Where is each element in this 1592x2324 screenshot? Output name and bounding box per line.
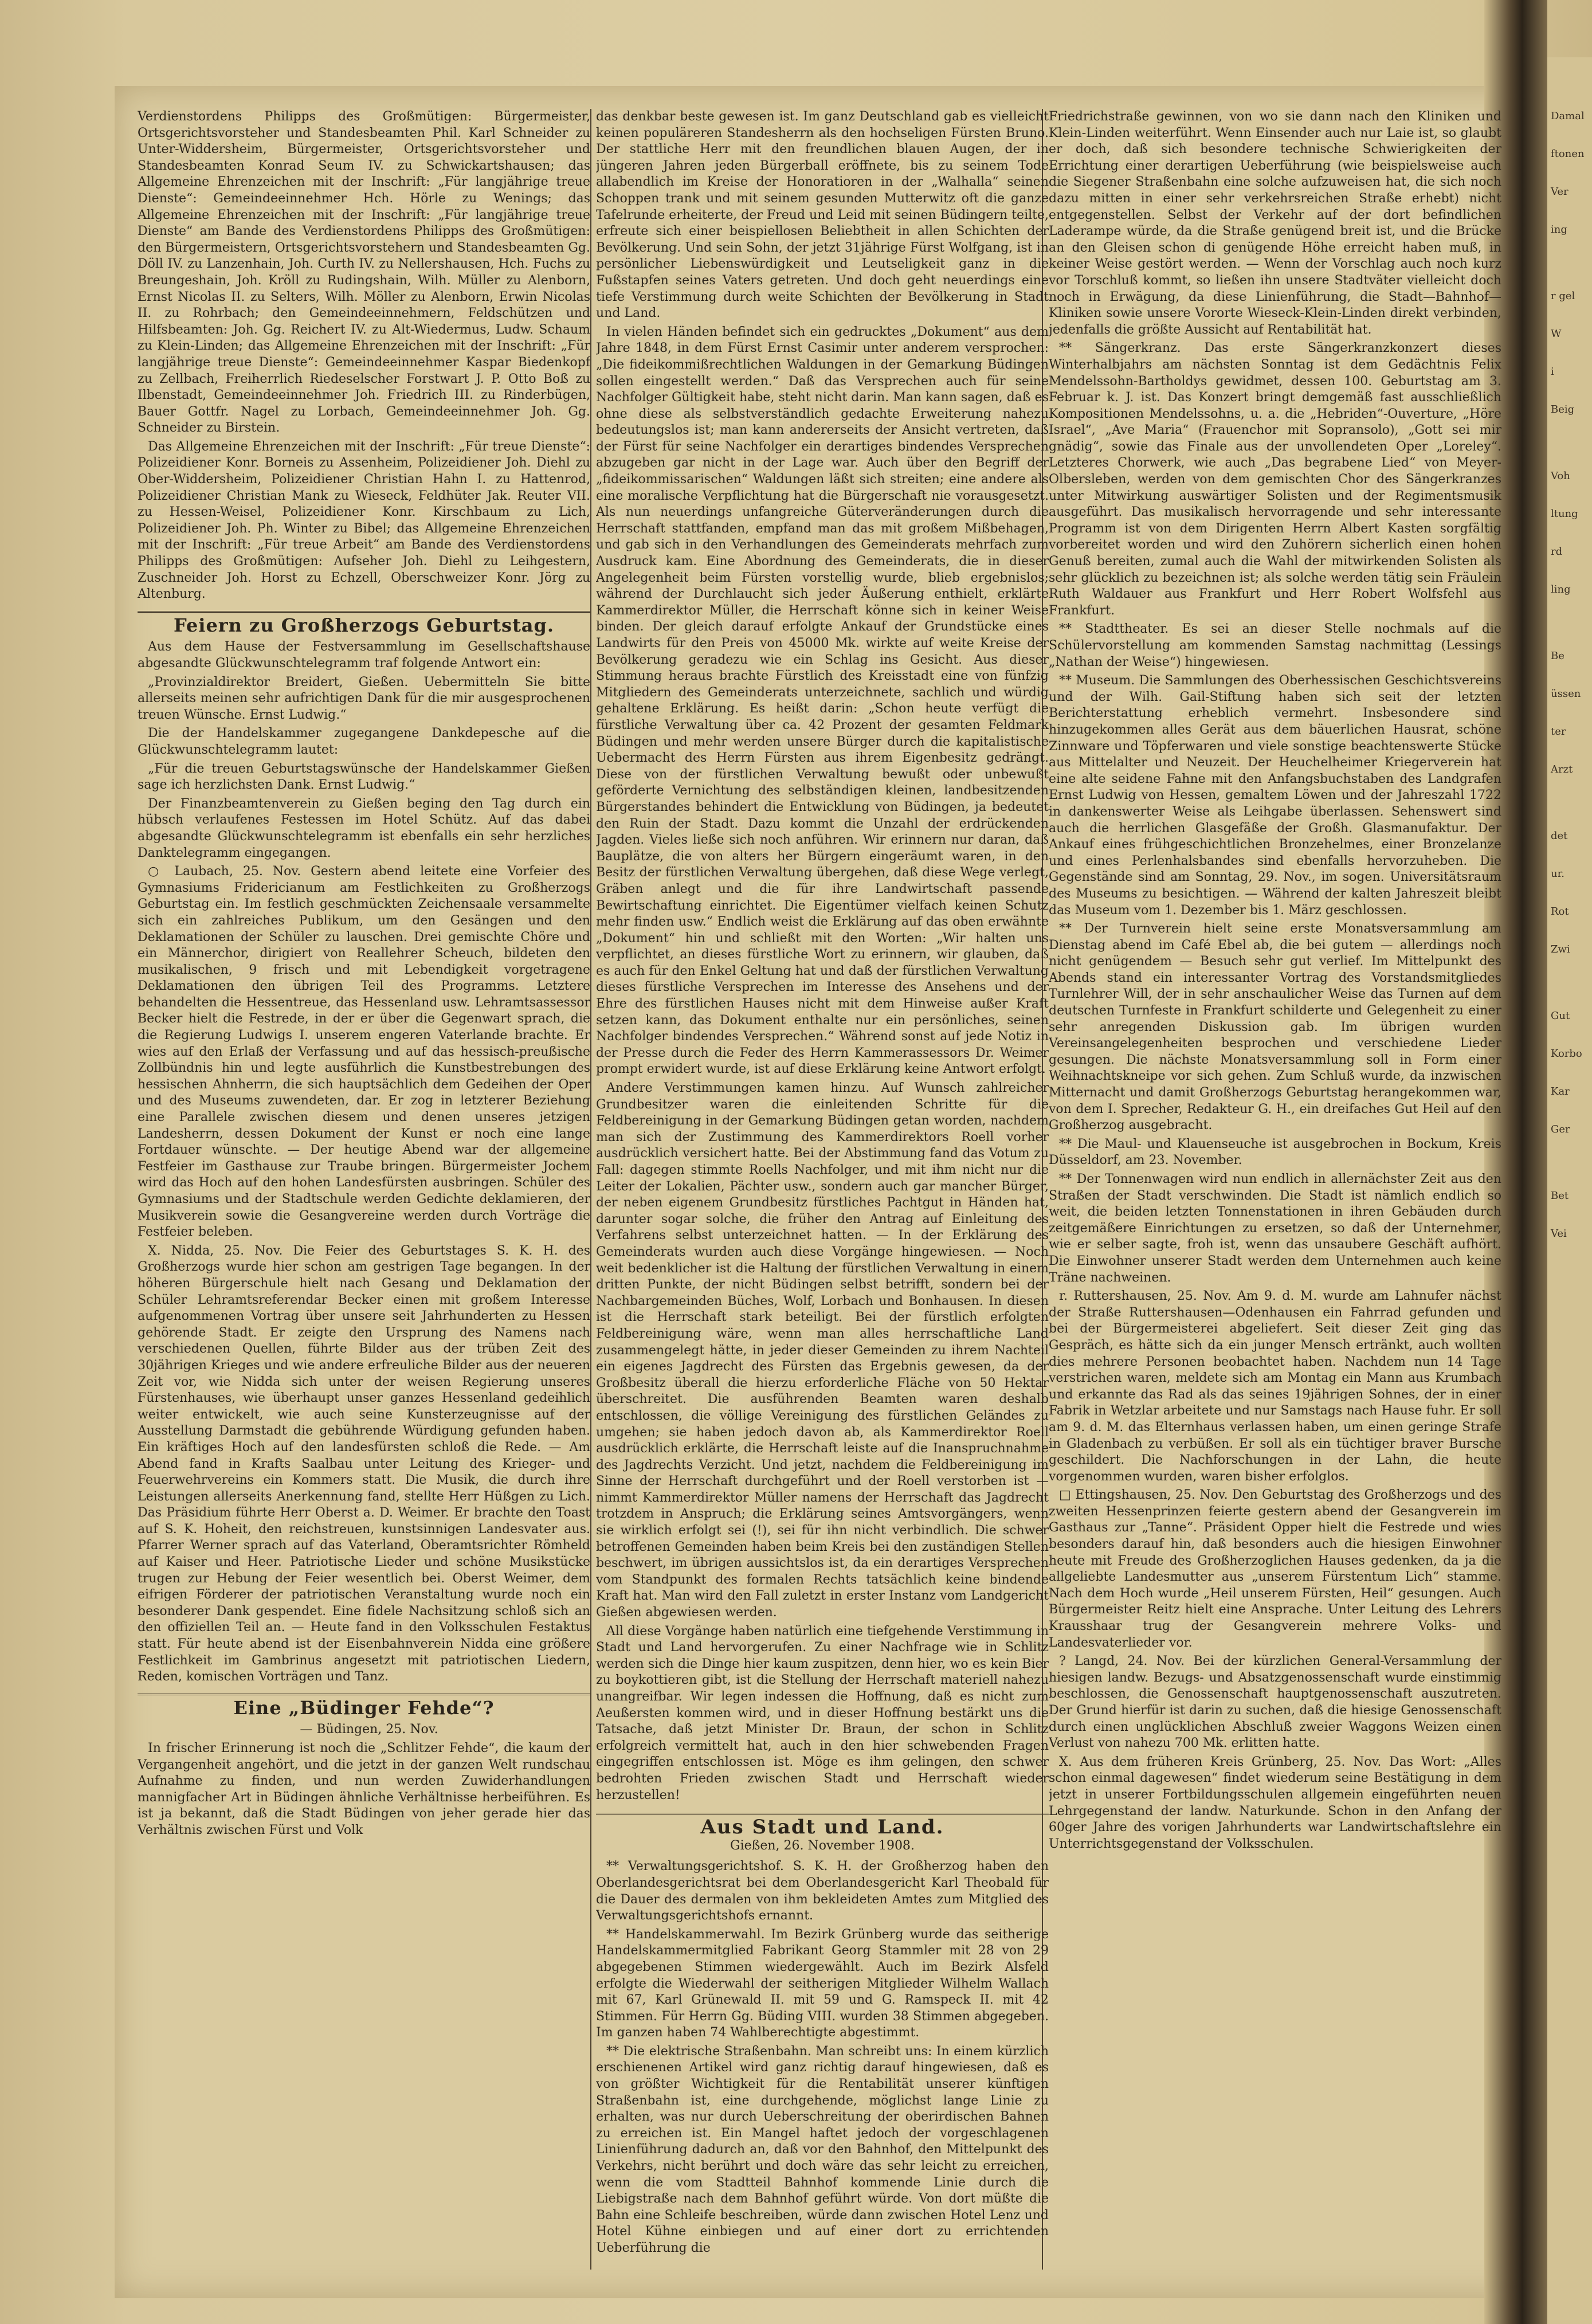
news-item: ** Handelskammerwahl. Im Bezirk Grünberg wurde das seitherige Handelskammermitglied Fabrikant Georg Stammler mit 28 von 29 abgegebenen Stimmen wiedergewählt. Auch im Bezirk Alsfeld erfolgte die Wiederwahl der seitherigen Mitglieder Wilhelm Wallach mit 67, Karl Grünewald II. mit 59 und G. Ramspeck II. mit 42 Stimmen. Für Herrn Gg. Büding VIII. wurden 38 Stimmen abgegeben. Im ganzen haben 74 Wahlberechtigte abgestimmt. xyxy=(596,1927,1049,2040)
adjacent-page-fragment: Ver xyxy=(1551,186,1569,198)
section-dateline: Gießen, 26. November 1908. xyxy=(730,1838,915,1853)
adjacent-page-fragment: ur. xyxy=(1551,868,1564,880)
adjacent-page-fragment: ter xyxy=(1551,726,1566,738)
news-item: ** Der Tonnenwagen wird nun endlich in allernächster Zeit aus den Straßen der Stadt verschwinden. Die Stadt ist nämlich endlich so weit, die beiden letzten Tonnenstationen in ihren Gebäuden durch zeitgemäßere Einrichtungen zu ersetzen, so daß der Unternehmer, wie er selber sagte, froh ist, wenn das unsaubere Geschäft aufhört. Die Einwohner unserer Stadt werden dem Unternehmen auch keine Träne nachweinen. xyxy=(1049,1172,1501,1285)
article-paragraph: Der Finanzbeamtenverein zu Gießen beging den Tag durch ein hübsch verlaufenes Festessen im Hotel Schütz. Auf das dabei abgesandte Glückwunschtelegramm ist ebenfalls ein sehr herzliches Danktelegramm eingegangen. xyxy=(138,796,590,860)
adjacent-page-fragment: ltung xyxy=(1551,508,1578,520)
honors-paragraph: Verdienstordens Philipps des Großmütigen: Bürgermeister, Ortsgerichtsvorsteher und Standesbeamten Phil. Karl Schneider zu Unter-Widdersheim, Bürgermeister, Ortsgerichtsvorsteher und Standesbeamten Konrad Seum IV. zu Schwickartshausen; das Allgemeine Ehrenzeichen mit der Inschrift: „Für langjährige treue Dienste“: Gemeindeeinnehmer Hch. Hörle zu Wenings; das Allgemeine Ehrenzeichen mit der Inschrift: „Für langjährige treue Dienste“ am Bande des Verdienstordens Philipps des Großmütigen: den Bürgermeistern, Ortsgerichtsvorstehern und Standesbeamten Gg. Döll IV. zu Lanzenhain, Joh. Curth IV. zu Nellershausen, Hch. Fuchs zu Breungeshain, Joh. Kröll zu Rudingshain, Wilh. Müller zu Alenborn, Ernst Nicolas II. zu Selters, Wilh. Möller zu Alenborn, Erwin Nicolas II. zu Rohrbach; den Gemeindeeinnehmern, Feldschützen und Hilfsbeamten: Joh. Gg. Reichert IV. zu Alt-Wiedermus, Ludw. Schaum zu Klein-Linden; das Allgemeine Ehrenzeichen mit der Inschrift: „Für langjährige treue Dienste“: Gemeindeeinnehmer Kaspar Biedenkopf zu Zellbach, Freiherrlich Riedeselscher Forstwart J. P. Otto Boß zu Ilbenstadt, Gemeindeeinnehmer Joh. Friedrich III. zu Rinderbügen, Bauer Gottfr. Nagel zu Lorbach, Gemeindeeinnehmer Joh. Gg. Schneider zu Birstein. xyxy=(138,109,590,436)
news-item: ** Die Maul- und Klauenseuche ist ausgebrochen in Bockum, Kreis Düsseldorf, am 23. November. xyxy=(1049,1136,1501,1168)
article-headline: Feiern zu Großherzogs Geburtstag. xyxy=(138,611,590,634)
adjacent-page-fragment: Rot xyxy=(1551,906,1569,918)
news-item: □ Ettingshausen, 25. Nov. Den Geburtstag des Großherzogs und des zweiten Hessenprinzen feierte gestern abend der Gesangverein im Gasthaus zur „Tanne“. Präsident Opper hielt die Festrede und wies besonders darauf hin, daß besonders auch die hiesigen Einwohner heute mit Freude des Großherzoglichen Hauses gedenken, da ja die allgeliebte Landesmutter aus „unserem Fürstentum Lich“ stamme. Nach dem Hoch wurde „Heil unserem Fürsten, Heil“ gesungen. Auch Bürgermeister Reitz hielt eine Ansprache. Unter Leitung des Lehrers Krausshaar trug der Gesangverein mehrere Volks- und Landesvaterlieder vor. xyxy=(1049,1488,1501,1650)
adjacent-page-fragment: üssen xyxy=(1551,688,1581,700)
news-item: ** Sängerkranz. Das erste Sängerkranzkonzert dieses Winterhalbjahrs am nächsten Sonntag ist dem Gedächtnis Felix Mendelssohn-Bartholdys gewidmet, dessen 100. Geburtstag am 3. Februar k. J. ist. Das Konzert bringt demgemäß fast ausschließlich Kompositionen Mendelssohns, u. a. die „Hebriden“-Ouverture, „Höre Israel“, „Ave Maria“ (Frauenchor mit Sopransolo), „Gott sei mir gnädig“, sowie das Finale aus der unvollendeten Oper „Loreley“. Letzteres Chorwerk, wie auch „Das begrabene Lied“ von Meyer-Olbersleben, werden von dem gemischten Chor des Sängerkranzes unter Mitwirkung auswärtiger Solisten und der Regimentsmusik ausgeführt. Das musikalisch hervorragende und sehr interessante Programm ist von dem Dirigenten Herrn Albert Kasten sorgfältig vorbereitet worden und wird den Zuhörern sicherlich einen hohen Genuß bereiten, zumal auch die Wahl der mitwirkenden Solisten als sehr glücklich zu bezeichnen ist; als solche werden tätig sein Fräulein Ruth Waldauer aus Frankfurt und Herr Robert Wolfsfehl aus Frankfurt. xyxy=(1049,341,1501,618)
news-item: ? Langd, 24. Nov. Bei der kürzlichen General-Versammlung der hiesigen landw. Bezugs- und Absatzgenossenschaft wurde einstimmig beschlossen, die Genossenschaft hauptgenossenschaft auszutreten. Der Grund hierfür ist darin zu suchen, daß die hiesige Genossenschaft durch einen unglücklichen Abschluß zweier Waggons Weizen einen Verlust von nahezu 700 Mk. erlitten hatte. xyxy=(1049,1654,1501,1751)
article-paragraph: das denkbar beste gewesen ist. Im ganz Deutschland gab es vielleicht keinen populäreren Standesherrn als den hochseligen Fürsten Bruno. Der stattliche Herr mit den freundlichen blauen Augen, der in jüngeren Jahren jeden Bürgerball eröffnete, bis zu seinem Tode allabendlich im Kreise der Honoratioren in der „Walhalla“ seinen Schoppen trank und mit seinem gesunden Mutterwitz oft die ganze Tafelrunde erheiterte, der Freud und Leid mit seinen Büdingern teilte, erfreute sich einer beispiellosen Beliebtheit in allen Schichten der Bevölkerung. Und sein Sohn, der jetzt 31jährige Fürst Wolfgang, ist in persönlicher Liebenswürdigkeit und Leutseligkeit ganz in die Fußstapfen seines Vaters getreten. Und doch geht neuerdings eine tiefe Verstimmung durch weite Schichten der Bevölkerung in Stadt und Land. xyxy=(596,109,1049,321)
news-item: ** Stadttheater. Es sei an dieser Stelle nochmals auf die Schülervorstellung am kommenden Samstag nachmittag (Lessings „Nathan der Weise“) hingewiesen. xyxy=(1049,622,1501,669)
adjacent-page-fragment: i xyxy=(1551,366,1554,378)
article-paragraph: Die der Handelskammer zugegangene Dankdepesche auf die Glückwunschtelegramm lautet: xyxy=(138,726,590,757)
adjacent-page-fragment: Be xyxy=(1551,650,1564,662)
adjacent-page-fragment: Beig xyxy=(1551,403,1575,416)
adjacent-page-fragment: Gut xyxy=(1551,1010,1570,1022)
article-headline: Eine „Büdinger Fehde“? xyxy=(138,1694,590,1716)
adjacent-page-fragment: ing xyxy=(1551,224,1567,236)
adjacent-page-fragment: r gel xyxy=(1551,290,1575,302)
adjacent-page-fragment: det xyxy=(1551,830,1568,842)
section-title: Aus Stadt und Land. xyxy=(596,1813,1049,1836)
article-paragraph: Andere Verstimmungen kamen hinzu. Auf Wunsch zahlreicher Grundbesitzer waren die einleitenden Schritte für die Feldbereinigung in der Gemarkung Büdingen getan worden, nachdem man sich der Zustimmung des Kammerdirektors Roell vorher ausdrücklich versichert hatte. Bei der Abstimmung fand das Votum zu Fall: dagegen stimmte Roells Nachfolger, und mit ihm nicht nur die Leiter der Lokalien, Pächter usw., sondern auch gar mancher Bürger, der neben eigenem Grundbesitz fürstliches Pachtgut in Händen hat, darunter sogar solche, die früher den Antrag auf Einleitung des Verfahrens selbst unterzeichnet hatten. — In der Erklärung des Gemeinderats wurden auch diese Vorgänge hingewiesen. — Noch weit bedenklicher ist die Haltung der fürstlichen Verwaltung in einem dritten Punkte, der nicht Büdingen selbst betrifft, sondern bei der Nachbargemeinden Büches, Wolf, Lorbach und Bonhausen. In diesen ist die Herrschaft stark beteiligt. Bei der fürstlich erfolgten Feldbereinigung wäre, wenn man alles herrschaftliche Land zusammengelegt hätte, in jeder dieser Gemeinden zu ihrem Nachteil ein eigenes Jagdrecht des Fürsten das Ergebnis gewesen, da der Großbesitz überall die hierzu erforderliche Fläche von 50 Hektar überschreitet. Die ausführenden Beamten waren deshalb entschlossen, die völlige Vereinigung des fürstlichen Geländes zu umgehen; sie haben jedoch davon ab, als Kammerdirektor Roell ausdrücklich erklärte, die Herrschaft leiste auf die Inanspruchnahme des Jagdrechts Verzicht. Und jetzt, nachdem die Feldbereinigung im Sinne der Herrschaft durchgeführt und der Roell verstorben ist — nimmt Kammerdirektor Müller namens der Herrschaft das Jagdrecht trotzdem in Anspruch; die Erklärung seines Amtsvorgängers, wenn sie wirklich erfolgt sei (!), sei für ihn nicht verbindlich. Die schwer betroffenen Gemeinden haben beim Kreis bei den zuständigen Stellen beschwert, im übrigen aussichtslos ist, da ein derartiges Versprechen vom Standpunkt des formalen Rechts tatsächlich keine bindende Kraft hat. Man wird den Fall zuletzt in erster Instanz vom Landgericht Gießen abgewiesen werden. xyxy=(596,1081,1049,1620)
article-paragraph: „Provinzialdirektor Breidert, Gießen. Uebermitteln Sie bitte allerseits meinen sehr aufrichtigen Dank für die mir ausgesprochenen treuen Wünsche. Ernst Ludwig.“ xyxy=(138,675,590,722)
adjacent-page-fragment: Zwi xyxy=(1551,943,1570,955)
adjacent-page-fragment: Bet xyxy=(1551,1190,1569,1202)
column-1 xyxy=(138,109,590,2287)
adjacent-page-fragment: Ger xyxy=(1551,1123,1570,1135)
article-dateline: — Büdingen, 25. Nov. xyxy=(300,1722,438,1737)
news-item: ** Der Turnverein hielt seine erste Monatsversammlung am Dienstag abend im Café Ebel ab, die bei gutem — allerdings noch nicht genügendem — Besuch sehr gut verlief. Im Mittelpunkt des Abends stand ein interessanter Vortrag des Vorstandsmitgliedes Turnlehrer Will, der in sehr anschaulicher Weise das Turnen auf dem deutschen Turnfeste in Frankfurt schilderte und Gelegenheit zu einer sehr anregenden Diskussion gab. Im übrigen wurden Vereinsangelegenheiten besprochen und verschiedene Lieder gesungen. Die nächste Monatsversammlung soll in Form einer Weihnachtskneipe vor sich gehen. Zum Schluß wurde, da inzwischen Mitternacht und damit Großherzogs Geburtstag herangekommen war, von dem I. Sprecher, Redakteur G. H., ein dreifaches Gut Heil auf den Großherzog ausgebracht. xyxy=(1049,922,1501,1133)
news-item: ** Verwaltungsgerichtshof. S. K. H. der Großherzog haben den Oberlandesgerichtsrat bei dem Oberlandesgericht Karl Theobald für die Dauer des dermalen von ihm bekleideten Amtes zum Mitglied des Verwaltungsgerichtshofs ernannt. xyxy=(596,1859,1049,1923)
adjacent-page-fragment: Damal xyxy=(1551,110,1585,122)
adjacent-page-fragment: Arzt xyxy=(1551,763,1573,775)
news-item: r. Ruttershausen, 25. Nov. Am 9. d. M. wurde am Lahnufer nächst der Straße Ruttershausen—Odenhausen ein Fahrrad gefunden und bei der Bürgermeisterei abgeliefert. Seit dieser Zeit ging das Gespräch, es hätte sich da ein junger Mensch ertränkt, auch wollten dies mehrere Personen beobachtet haben. Nachdem nun 14 Tage verstrichen waren, meldete sich am Montag ein Mann aus Krumbach und erkannte das Rad als das seines 19jährigen Sohnes, der in einer Fabrik in Wetzlar arbeitete und nur Samstags nach Hause fuhr. Er soll am 9. d. M. das Elternhaus verlassen haben, um einen geringe Strafe in Gladenbach zu verbüßen. Er soll als ein tüchtiger braver Bursche geschildert. Die Nachforschungen in der Lahn, die heute vorgenommen wurden, waren bisher erfolglos. xyxy=(1049,1289,1501,1484)
honors-paragraph: Das Allgemeine Ehrenzeichen mit der Inschrift: „Für treue Dienste“: Polizeidiener Konr. Borneis zu Assenheim, Polizeidiener Joh. Diehl zu Ober-Widdersheim, Polizeidiener Christian Hahn I. zu Hattenrod, Polizeidiener Christian Mank zu Wieseck, Feldhüter Jak. Reuter VII. zu Hessen-Weisel, Polizeidiener Konr. Kirschbaum zu Lich, Polizeidiener Joh. Ph. Winter zu Bibel; das Allgemeine Ehrenzeichen mit der Inschrift: „Für treue Arbeit“ am Bande des Verdienstordens Philipps des Großmütigen: Aufseher Joh. Diehl zu Leihgestern, Zuschneider Joh. Horst zu Echzell, Oberschweizer Konr. Jörg zu Altenburg. xyxy=(138,439,590,602)
article-paragraph: All diese Vorgänge haben natürlich eine tiefgehende Verstimmung in Stadt und Land hervorgerufen. Zu einer Nachfrage wie in Schlitz werden sich die Dinge hier kaum zuspitzen, denn hier, wo es kein Bier zu boykottieren gibt, ist die Stellung der Herrschaft materiell nahezu unangreifbar. Wir legen indessen die Hoffnung, daß es nicht zum Aeußersten kommen wird, und in dieser Hoffnung bestärkt uns die Tatsache, daß jetzt Minister Dr. Braun, der schon in Schlitz erfolgreich vermittelt hat, auch in den hier schwebenden Fragen eingegriffen entschlossen ist. Möge es ihm gelingen, den schwer bedrohten Frieden zwischen Stadt und Herrschaft wieder herzustellen! xyxy=(596,1624,1049,1802)
article-paragraph: Aus dem Hause der Festversammlung im Gesellschaftshause abgesandte Glückwunschtelegramm traf folgende Antwort ein: xyxy=(138,640,590,671)
adjacent-page-fragment: Korbo xyxy=(1551,1048,1582,1060)
adjacent-page-fragment: Vei xyxy=(1551,1228,1567,1240)
adjacent-page-fragment: Voh xyxy=(1551,470,1570,482)
adjacent-page-fragment: W xyxy=(1551,328,1562,340)
article-paragraph: „Für die treuen Geburtstagswünsche der Handelskammer Gießen sage ich herzlichsten Dank. Ernst Ludwig.“ xyxy=(138,761,590,793)
adjacent-page-fragment: ling xyxy=(1551,583,1571,595)
article-paragraph: In frischer Erinnerung ist noch die „Schlitzer Fehde“, die kaum der Vergangenheit angehört, und die jetzt in der ganzen Welt rundschau Aufnahme zu finden, und nun werden Zuwiderhandlungen mannigfacher Art in Büdingen ähnliche Verhältnisse herbeiführen. Es ist ja bekannt, daß die Stadt Büdingen von jeher gerade hier das Verhältnis zwischen Fürst und Volk xyxy=(138,1741,590,1837)
article-paragraph: X. Nidda, 25. Nov. Die Feier des Geburtstages S. K. H. des Großherzogs wurde hier schon am gestrigen Tage begangen. In der höheren Bürgerschule hielt nach Gesang und Deklamation der Schüler Lehramtsreferendar Becker einen mit großem Interesse aufgenommenen Vortrag über unsere seit Jahrhunderten zu Hessen gehörende Stadt. Er zeigte den Ursprung des Namens nach verschiedenen Quellen, führte Bilder aus der trüben Zeit des 30jährigen Krieges und wie andere erfreuliche Bilder aus der neueren Zeit vor, wie Nidda sich unter der weisen Regierung unseres Fürstenhauses, wie überhaupt unser ganzes Hessenland gedeihlich weiter entwickelt, wie auch seine Kunsterzeugnisse auf der Ausstellung Darmstadt die gebührende Würdigung gefunden haben. Ein kräftiges Hoch auf den landesfürsten schloß die Rede. — Am Abend fand in Krafts Saalbau unter Leitung des Krieger- und Feuerwehrvereins ein Kommers statt. Die Musik, die durch ihre Leistungen allerseits Anerkennung fand, stellte Herr Hüßgen zu Lich. Das Präsidium führte Herr Oberst a. D. Weimer. Er brachte den Toast auf S. K. Hoheit, den reichstreuen, kunstsinnigen Landesvater aus. Pfarrer Werner sprach auf das Vaterland, Oberamtsrichter Römheld auf Kaiser und Heer. Patriotische Lieder und schöne Musikstücke trugen zur Hebung der Feier wesentlich bei. Oberst Weimer, dem eifrigen Förderer der patriotischen Veranstaltung wurde noch ein besonderer Dank gespendet. Eine fidele Nachsitzung schloß sich an den offiziellen Teil an. — Heute fand in den Volksschulen Festaktus statt. Für heute abend ist der Eisenbahnverein Nidda eine größere Festlichkeit im Gambrinus angesetzt mit patriotischen Liedern, Reden, komischen Vorträgen und Tanz. xyxy=(138,1243,590,1684)
news-item: ** Die elektrische Straßenbahn. Man schreibt uns: In einem kürzlich erschienenen Artikel wird ganz richtig darauf hingewiesen, daß es von größter Wichtigkeit für die Rentabilität unserer künftigen Straßenbahn ist, eine durchgehende, möglichst lange Linie zu erhalten, was nur durch Ueberschreitung der oberirdischen Bahnen zu erreichen ist. Ein Mangel haftet jedoch der vorgeschlagenen Linienführung dadurch an, daß vor den Bahnhof, den Mittelpunkt des Verkehrs, nicht berührt und doch wäre das sehr leicht zu erreichen, wenn die vom Stadtteil Bahnhof kommende Linie durch die Liebigstraße nach dem Bahnhof geführt würde. Von dort müßte die Bahn eine Schleife beschreiben, würde dann zwischen Hotel Lenz und Hotel Kühne einbiegen und auf einer dort zu errichtenden Ueberführung die xyxy=(596,2044,1049,2255)
adjacent-page-fragment: rd xyxy=(1551,546,1563,558)
article-paragraph: ○ Laubach, 25. Nov. Gestern abend leitete eine Vorfeier des Gymnasiums Fridericianum am Festlichkeiten zu Großherzogs Geburtstag ein. Im festlich geschmückten Zeichensaale versammelte sich ein zahlreiches Publikum, um den Gesängen und den Deklamationen der Schüler zu lauschen. Drei gemischte Chöre und ein Männerchor, dirigiert von Reallehrer Scheuch, bildeten den musikalischen, 9 frisch und mit Lebendigkeit vorgetragene Deklamationen den übrigen Teil des Programms. Letztere behandelten die Hessentreue, das Hessenland usw. Lehramtsassessor Becker hielt die Festrede, in der er über die Gegenwart sprach, die die Regierung Ludwigs I. unserem engeren Vaterlande brachte. Er wies auf den Erlaß der Verfassung und auf das hessisch-preußische Zollbündnis hin und legte ausführlich die Kunstbestrebungen des hessischen Ahnherrn, die sich hauptsächlich dem Gedeihen der Oper und des Museums zuwendeten, dar. Er zog in letzterer Beziehung eine Parallele zwischen diesem und denen unseres jetzigen Landesherrn, dessen Dokument der Kunst er noch eine lange Fortdauer wünschte. — Der heutige Abend war der allgemeine Festfeier im Gasthause zur Traube bringen. Bürgermeister Jochem wird das Hoch auf den hohen Landesfürsten ausbringen. Schüler des Gymnasiums und der Stadtschule werden Gedichte deklamieren, der Musikverein sowie die Gesangvereine werden durch Vorträge die Festfeier beleben. xyxy=(138,864,590,1240)
article-paragraph: In vielen Händen befindet sich ein gedrucktes „Dokument“ aus dem Jahre 1848, in dem Fürst Ernst Casimir unter anderem versprochen: „Die fideikommißrechtlichen Waldungen in der Gemarkung Büdingen sollen eingestellt werden.“ Daß das Versprechen auch für seine Nachfolger Gültigkeit habe, steht nicht darin. Man kann sagen, daß es ohne diese als selbstverständlich gedachte Erweiterung nahezu bedeutungslos ist; man kann andererseits der Ansicht vertreten, daß der Fürst für seine Nachfolger ein derartiges bindendes Versprechen abzugeben gar nicht in der Lage war. Auch über den Begriff der „fideikommissarischen“ Waldungen läßt sich streiten; eine andere als eine moralische Verpflichtung hat die Bürgerschaft nie vorausgesetzt. Als nun neuerdings unfangreiche Güterveränderungen durch die Herrschaft stattfanden, empfand man das mit großem Mißbehagen, und gab sich in den Verhandlungen des Gemeinderats mehrfach zum Ausdruck kam. Eine Abordnung des Gemeinderats, die in dieser Angelegenheit beim Fürsten vorstellig wurde, blieb ergebnislos; während der Durchlaucht sich jeder Äußerung enthielt, erklärte Kammerdirektor Müller, die Herrschaft könne sich in keiner Weise binden. Der gleich darauf erfolgte Ankauf der Grundstücke eines Landwirts für den Preis von 45000 Mk. wirkte auf weite Kreise der Bevölkerung geradezu wie ein Schlag ins Gesicht. Aus dieser Stimmung heraus brachte Fürstlich des Kreisstadt eine von fünfzig Mitgliedern des Gemeinderats unterzeichnete, sachlich und würdig gehaltene Erklärung. Es heißt darin: „Schon heute verfügt die fürstliche Verwaltung über ca. 42 Prozent der gesamten Feldmark Büdingen und mehr werden unsere Bürger durch die kapitalistische Uebermacht des Herrn Fürsten aus ihrem Eigenbesitz gedrängt. Diese von der fürstlichen Verwaltung bewußt oder unbewußt geförderte Vernichtung des selbständigen kleinen, landbesitzenden Bürgerstandes behindert die Entwicklung von Büdingen, ja bedeutet den Ruin der Stadt. Dazu kommt die Unzahl der erdrückenden Jagden. Vieles ließe sich noch anführen. Wir erinnern nur daran, daß Bauplätze, die von alters her Bürgern eingeräumt waren, in den Besitz der fürstlichen Verwaltung übergehen, daß diese Wege verlegt, Gräben anlegt und die für ihre Landwirtschaft passende Bewirtschaftung einrichtet. Die Eigentümer vielfach keinen Schutz mehr finden usw.“ Endlich weist die Erklärung auf das oben erwähnte „Dokument“ hin und schließt mit den Worten: „Wir halten uns verpflichtet, an dieses fürstliche Wort zu erinnern, wir glauben, daß es auch für den Enkel Geltung hat und daß der fürstlichen Verwaltung dieses fürstliche Versprechen im Interesse des Ansehens und der Ehre des fürstlichen Hauses nicht mit dem Hinweise außer Kraft setzen kann, das Dokument enthalte nur ein persönliches, seinen Nachfolger bindendes Versprechen.“ Während sonst auf jede Notiz in der Presse durch die Feder des Herrn Kammerassessors Dr. Weimer prompt erwidert wurde, ist auf diese Erklärung keine Antwort erfolgt. xyxy=(596,324,1049,1077)
news-item: ** Museum. Die Sammlungen des Oberhessischen Geschichtsvereins und der Wilh. Gail-Stiftung haben sich seit der letzten Berichterstattung erheblich vermehrt. Insbesondere sind hinzugekommen alles Gerät aus dem bäuerlichen Hausrat, schöne Zinnware und Töpferwaren und viele sonstige beachtenswerte Stücke aus Mittelalter und Neuzeit. Der Heuchelheimer Kriegerverein hat eine alte seidene Fahne mit den Anfangsbuchstaben des Landgrafen Ernst Ludwig von Hessen, gemaltem Löwen und der Jahreszahl 1722 in dankenswerter Weise als Leihgabe überlassen. Sehenswert sind auch die herrlichen Glasgefäße der Großh. Glasmanufaktur. Der Ankauf eines frühgeschichtlichen Bronzehelmes, einer Bronzelanze und eines Perlenhalsbandes sind ebenfalls hervorzuheben. Die Gegenstände sind am Sonntag, 29. Nov., im sogen. Universitätsraum des Museums zu besichtigen. — Während der kalten Jahreszeit bleibt das Museum vom 1. Dezember bis 1. März geschlossen. xyxy=(1049,673,1501,918)
adjacent-page-edge xyxy=(1547,57,1592,2324)
column-2 xyxy=(596,109,1049,2287)
adjacent-page-fragment: Kar xyxy=(1551,1085,1570,1098)
news-item: X. Aus dem früheren Kreis Grünberg, 25. Nov. Das Wort: „Alles schon einmal dagewesen“ findet wiederum seine Bestätigung in dem jetzt in unserer Fortbildungsschulen allgemein eingeführten neuen Lehrgegenstand der landw. Naturkunde. Schon in den Anfang der 60ger Jahre des vorigen Jahrhunderts war Landwirtschaftslehre ein Unterrichtsgegenstand der Volksschulen. xyxy=(1049,1754,1501,1851)
column-rule xyxy=(590,109,591,2270)
column-3 xyxy=(1049,109,1501,2287)
adjacent-page-fragment: ftonen xyxy=(1551,148,1585,160)
news-item: Friedrichstraße gewinnen, von wo sie dann nach den Kliniken und Klein-Linden weiterführt. Wenn Einsender auch nur Laie ist, so glaubt er doch, daß sich besondere technische Schwierigkeiten der Errichtung einer derartigen Ueberführung (wie beispielsweise auch die Siegener Straßenbahn eine solche aufzuweisen hat, die sich noch dazu mitten in einer sehr verkehrsreichen Straße erhebt) nicht entgegenstellen. Selbst der Verkehr auf der dort befindlichen Laderampe würde, da die Straße genügend breit ist, und die Brücke an den Gleisen schon di genügende Höhe erreicht haben muß, in keiner Weise gestört werden. — Wenn der Vorschlag auch noch kurz vor Torschluß kommt, so ließen ihn unsere Stadtväter vielleicht doch noch in Erwägung, da diese Linienführung, die Stadt—Bahnhof—Kliniken sowie unsere Vororte Wieseck-Klein-Linden direkt verbinden, jedenfalls die größte Aussicht auf Rentabilität hat. xyxy=(1049,109,1501,337)
